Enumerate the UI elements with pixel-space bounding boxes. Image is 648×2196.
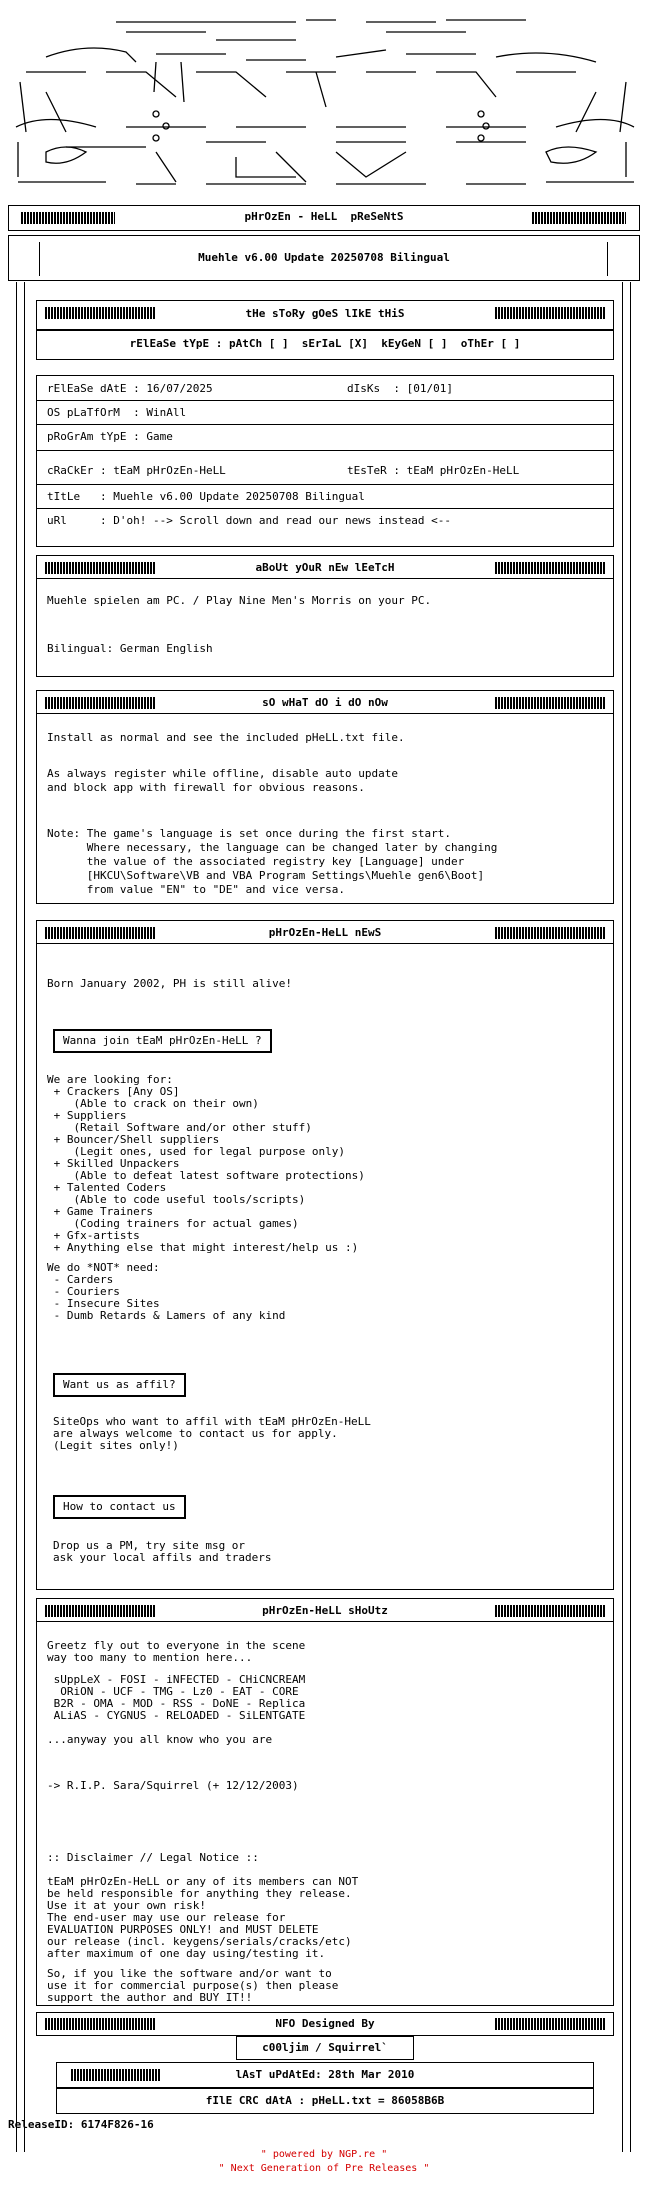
release-title: Muehle v6.00 Update 20250708 Bilingual <box>198 251 450 264</box>
cracker: cRaCkEr : tEaM pHrOzEn-HeLL <box>47 464 226 477</box>
presents-text: pHrOzEn - HeLL pReSeNtS <box>244 210 404 223</box>
shoutz-section: pHrOzEn-HeLL sHoUtz Greetz fly out to everyone in the scene way too many to mention here... sUppLeX - FOSI - iNFECTED - CHiCNCREAM ORiON - UCF - TMG - Lz0 - EAT - CORE B2R - OMA - MOD - RSS - DoNE - Replica ALiAS - CYGNUS - RELOADED - SiLENTGATE ...anyway you all know who you are -> R.I.P. Sara/Squirrel (+ 12/12/2003) :: Disclaimer // Legal Notice :: tEaM pHrOzEn-HeLL or any of its members can NOT be held responsible for anything they release. Use it at your own risk! The end-user may use our release for EVALUATION PURPOSES ONLY! and MUST DELETE our release (incl. keygens/serials/cracks/etc) after maximum of one day using/testing it. So, if you like the software and/or want to use it for commercial purpose(s) then please support the author and BUY IT!! <box>36 1598 614 2006</box>
disks: dIsKs : [01/01] <box>347 382 453 395</box>
last-updated-bar: lAsT uPdAtEd: 28th Mar 2010 <box>56 2062 594 2088</box>
affil-box: Want us as affil? <box>53 1373 186 1397</box>
howto-header: sO wHaT dO i dO nOw <box>262 696 388 709</box>
news-section: pHrOzEn-HeLL nEwS Born January 2002, PH is still alive! Wanna join tEaM pHrOzEn-HeLL ? We are looking for: + Crackers [Any OS] (Able to crack on their own) + Suppliers (Retail Software and/or other stuff) + Bouncer/Shell suppliers (Legit ones, used for legal purpose only) + Skilled Unpackers (Able to defeat latest software protections) + Talented Coders (Able to code useful tools/scripts) + Game Trainers (Coding trainers for actual games) + Gfx-artists + Anything else that might interest/help us :) We do *NOT* need: - Carders - Couriers - Insecure Sites - Dumb Retards & Lamers of any kind Want us as affil? SiteOps who want to affil with tEaM pHrOzEn-HeLL are always welcome to contact us for apply. (Legit sites only!) How to contact us Drop us a PM, try site msg or ask your local affils and traders <box>36 920 614 1590</box>
right-rail-inner <box>622 282 623 2152</box>
join-box: Wanna join tEaM pHrOzEn-HeLL ? <box>53 1029 272 1053</box>
phrozen-hell-logo <box>6 2 642 200</box>
left-rail <box>16 282 17 2152</box>
presents-bar <box>8 205 640 231</box>
info-table <box>36 375 614 547</box>
about-header: aBoUt yOuR nEw lEeTcH <box>255 561 395 574</box>
release-id: ReleaseID: 6174F826-16 <box>8 2118 154 2131</box>
crc-bar: fIlE CRC dAtA : pHeLL.txt = 86058B6B <box>56 2088 594 2114</box>
release-title-bar <box>8 235 640 281</box>
about-section: aBoUt yOuR nEw lEeTcH Muehle spielen am PC. / Play Nine Men's Morris on your PC. Bilingual: German English <box>36 555 614 677</box>
contact-box: How to contact us <box>53 1495 186 1519</box>
release-date: rElEaSe dAtE : 16/07/2025 <box>47 382 213 395</box>
tester: tEsTeR : tEaM pHrOzEn-HeLL <box>347 464 520 477</box>
designed-by-bar: NFO Designed By <box>36 2012 614 2036</box>
os-platform: OS pLaTfOrM : WinAll <box>47 406 187 419</box>
title-field: tItLe : Muehle v6.00 Update 20250708 Bilingual <box>47 490 365 503</box>
powered-line-1: " powered by NGP.re " <box>260 2149 388 2160</box>
powered-line-2: " Next Generation of Pre Releases " <box>218 2163 430 2174</box>
left-rail-inner <box>24 282 25 2152</box>
shoutz-header: pHrOzEn-HeLL sHoUtz <box>262 1604 388 1617</box>
release-type-row: rElEaSe tYpE : pAtCh [ ] sErIaL [X] kEyGeN [ ] oThEr [ ] <box>36 330 614 360</box>
designer-box: c00ljim / Squirrel` <box>236 2036 414 2060</box>
program-type: pRoGrAm tYpE : Game <box>47 430 173 443</box>
news-header: pHrOzEn-HeLL nEwS <box>268 926 382 939</box>
right-rail <box>630 282 631 2152</box>
howto-section: sO wHaT dO i dO nOw Install as normal and see the included pHeLL.txt file. As always register while offline, disable auto update and block app with firewall for obvious reasons. Note: The game's language is set once during the first start. Where necessary, the language can be changed later by changing the value of the associated registry key [Language] under [HKCU\Software\VB and VBA Program Settings\Muehle gen6\Boot] from value "EN" to "DE" and vice versa. <box>36 690 614 904</box>
story-header: tHe sToRy gOeS lIkE tHiS <box>36 300 614 330</box>
url-field: uRl : D'oh! --> Scroll down and read our news instead <-- <box>47 514 451 527</box>
